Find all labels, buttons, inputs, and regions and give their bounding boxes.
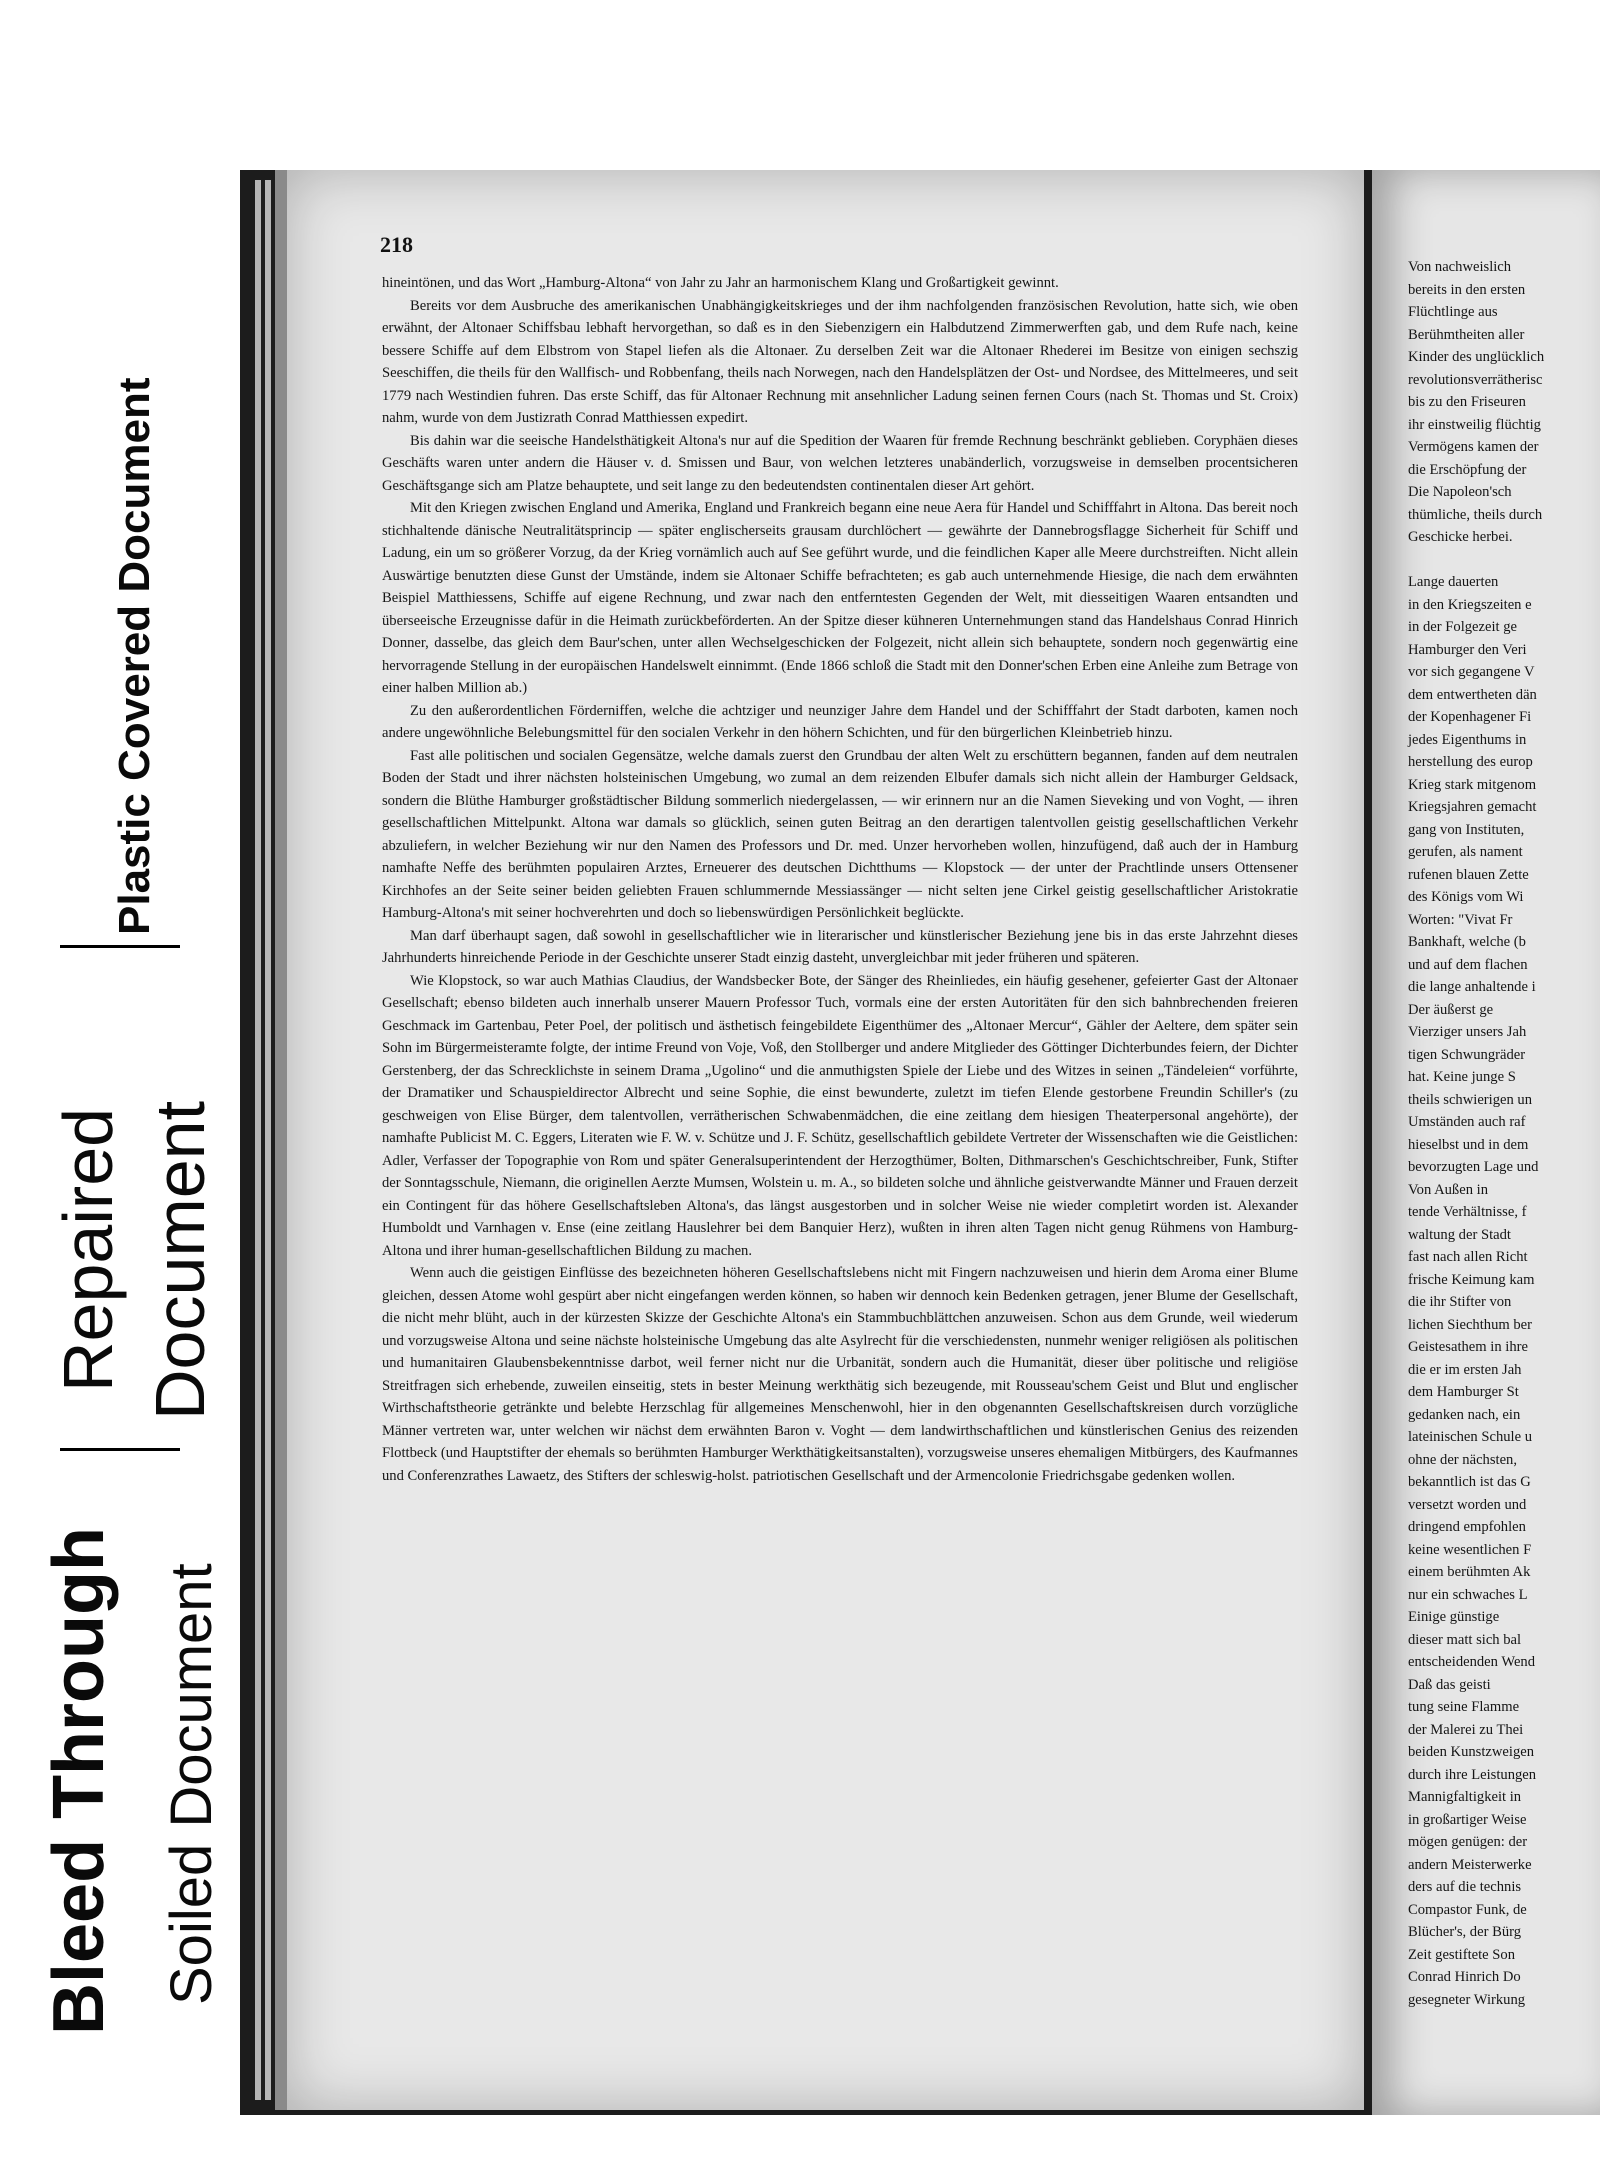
right-page-line: Kinder des unglücklich: [1408, 349, 1545, 365]
right-page-line: des Königs vom Wi: [1408, 889, 1524, 905]
repaired-label-line1: Repaired: [49, 1107, 127, 1392]
page-edge: [265, 180, 271, 2100]
right-page-line: gang von Instituten,: [1408, 821, 1525, 838]
right-page-line: Blücher's, der Bürg: [1408, 1924, 1522, 1940]
right-page-line: Worten: "Vivat Fr: [1408, 911, 1513, 928]
right-page-line: Compastor Funk, de: [1408, 1901, 1527, 1918]
right-page-line: hieselbst und in dem: [1408, 1136, 1529, 1153]
right-page-line: in der Folgezeit ge: [1408, 619, 1518, 635]
right-page-line: fast nach allen Richt: [1408, 1249, 1528, 1265]
right-page-line: Von nachweislich: [1408, 259, 1512, 275]
right-page-line: frische Keimung kam: [1408, 1271, 1535, 1288]
paragraph: Bis dahin war die seeische Handelsthätigkeit Altona's nur auf die Spedition der Waaren für fremde Rechnung beschränkt geblieben. Coryphäen dieses Geschäfts waren unter andern die Häuser v. d. Smissen und Baur, von welchen letzteres unabänderlich, vorzugsweise in demselben procentsicheren Geschäftsgange sich am Platze behauptete, und seit lange zu den bedeutendsten continentalen dieser Art gehört.: [382, 432, 1298, 494]
right-page-line: ihr einstweilig flüchtig: [1408, 416, 1541, 433]
right-page-line: rufenen blauen Zette: [1408, 866, 1529, 883]
right-page-line: und auf dem flachen: [1408, 956, 1528, 973]
right-page-line: ders auf die technis: [1408, 1879, 1522, 1895]
right-page-text: [1408, 256, 1600, 2011]
paragraph: hineintönen, und das Wort „Hamburg-Altona“ von Jahr zu Jahr an harmonischem Klang und Großartigkeit gewinnt.: [382, 275, 1059, 291]
right-page-line: Flüchtlinge aus: [1408, 304, 1498, 320]
right-page-line: jedes Eigenthums in: [1408, 731, 1527, 748]
right-page-line: Geistesathem in ihre: [1408, 1339, 1528, 1355]
right-page-line: gerufen, als nament: [1408, 844, 1523, 860]
right-page-line: vor sich gegangene V: [1408, 664, 1535, 680]
paragraph: Wenn auch die geistigen Einflüsse des bezeichneten höheren Gesellschaftslebens nicht mit Fingern nachzuweisen und hierin dem Aroma einer Blume gleichen, dessen Atome wohl gespürt aber nicht eingefangen werden können, so haben wir dennoch kein Bedenken getragen, jener Blume der Gesellschaft, die nicht mehr blüht, auch in der kürzesten Skizze der Geschichte Altona's ein Stammbuchblättchen anzuweisen. Schon aus dem Grunde, weil wiederum und vorzugsweise Altona und seine nächste holsteinische Umgebung das alte Asylrecht für die verschiedensten, nunmehr weniger religiösen als politischen und humanitairen Glaubensbekenntnisse darbot, weil ferner nicht nur die Urbanität, sondern auch die Humanität, dieser über politische und religiöse Streitfragen sich erhebende, zuweilen einseitig, stets in bester Meinung werkthätig sich bezeugende, mit Rousseau'schem Geist und Blut und englischer Wirthschaftstheorie getränkte und belebte Herzschlag für allgemeines Menschenwohl, hier in den obgenannten Gesellschaftskreisen durch vorzügliche Männer vertreten war, unter welchen wir nächst dem erwähnten Baron v. Voght — dem landwirthschaftlichen und künstlerischen Genius des reizenden Flottbeck (und Hauptstifter der ehemals so berühmten Hamburger Werkthätigkeitsanstalten), vorzugsweise unseres ehemaligen Mitbürgers, des Kaufmannes und Conferenzrathes Lawaetz, des Stifters der schleswig-holst. patriotischen Gesellschaft und der Armencolonie Friedrichsgabe gedenken wollen.: [382, 1265, 1298, 1484]
right-page-line: Conrad Hinrich Do: [1408, 1969, 1521, 1985]
right-page-line: dringend empfohlen: [1408, 1519, 1526, 1535]
right-page-line: Kriegsjahren gemacht: [1408, 799, 1537, 815]
right-page-line: versetzt worden und: [1408, 1496, 1527, 1513]
right-page-line: tende Verhältnisse, f: [1408, 1204, 1527, 1220]
right-page-line: lichen Siechthum ber: [1408, 1316, 1533, 1333]
soiled-document-label: Soiled Document: [159, 1563, 224, 2005]
right-page-line: bereits in den ersten: [1408, 281, 1526, 298]
right-page-line: bis zu den Friseuren: [1408, 394, 1526, 410]
right-page-line: Zeit gestiftete Son: [1408, 1946, 1515, 1963]
right-page-line: tigen Schwungräder: [1408, 1046, 1526, 1063]
right-page-line: einem berühmten Ak: [1408, 1564, 1531, 1580]
right-page-line: Geschicke herbei.: [1408, 529, 1513, 545]
right-page-line: Von Außen in: [1408, 1181, 1489, 1198]
right-page-line: Bankhaft, welche (b: [1408, 934, 1526, 950]
right-page-line: Vermögens kamen der: [1408, 439, 1539, 455]
right-page-line: in den Kriegszeiten e: [1408, 596, 1532, 613]
right-page-line: die ihr Stifter von: [1408, 1294, 1512, 1310]
right-page-line: herstellung des europ: [1408, 754, 1533, 770]
right-page-line: mögen genügen: der: [1408, 1834, 1528, 1850]
bleed-through-label: Bleed Through: [39, 1527, 119, 2035]
right-page-line: [1408, 549, 1600, 572]
right-page-line: revolutionsverrätherisc: [1408, 371, 1543, 388]
repaired-label-line2: Document: [141, 1100, 219, 1420]
right-page-line: der Malerei zu Thei: [1408, 1721, 1524, 1738]
paragraph: Mit den Kriegen zwischen England und Amerika, England und Frankreich begann eine neue Aera für Handel und Schifffahrt in Altona. Das bereit noch stichhaltende dänische Neutralitätsprincip — später englischerseits grausam durchlöchert — gewährte der Dannebrogsflagge Sicherheit für Schiff und Ladung, ein um so größerer Vorzug, da der Krieg vornämlich auch auf See geführt wurde, und die feindlichen Kaper alle Meere durchstreiften. Nicht allein Auswärtige benutzten diese Gunst der Umstände, indem sie Altonaer Schiffe befrachteten; es gab auch unternehmende Hiesige, die nach dem erwähnten Beispiel Matthiessens, Schiffe auf eigene Rechnung, und zwar nach den entferntesten Gegenden der Welt, mit diesseitigen Waaren entsandten und überseeische Erzeugnisse dafür in die Heimath zurückbeförderten. An der Spitze dieser kühneren Unternehmungen stand das Handelshaus Conrad Hinrich Donner, dasselbe, das gleich dem Baur'schen, unter allen Wechselgeschicken der Folgezeit, nicht allein sich behauptete, sondern noch gegenwärtig eine hervorragende Stellung in der europäischen Handelswelt einnimmt. (Ende 1866 schloß die Stadt mit den Donner'schen Erben eine Anleihe zum Betrage von einer halben Million ab.): [382, 500, 1298, 696]
right-page-line: Die Napoleon'sch: [1408, 484, 1512, 500]
divider-rule: [60, 945, 180, 948]
right-page-line: entscheidenden Wend: [1408, 1654, 1536, 1670]
right-page-line: andern Meisterwerke: [1408, 1856, 1532, 1873]
right-page-line: lateinischen Schule u: [1408, 1429, 1533, 1445]
right-page-line: Vierziger unsers Jah: [1408, 1024, 1527, 1040]
divider-rule: [60, 1448, 180, 1451]
right-page-line: die lange anhaltende i: [1408, 979, 1536, 995]
right-page-line: Mannigfaltigkeit in: [1408, 1789, 1522, 1805]
right-page-line: die er im ersten Jah: [1408, 1361, 1522, 1378]
right-page-line: dieser matt sich bal: [1408, 1631, 1522, 1648]
right-page-line: durch ihre Leistungen: [1408, 1766, 1537, 1783]
right-page-line: der Kopenhagener Fi: [1408, 709, 1532, 725]
paragraph: Man darf überhaupt sagen, daß sowohl in gesellschaftlicher wie in literarischer und künstlerischer Beziehung jene bis in das erste Jahrzehnt dieses Jahrhunderts hinreichende Periode in der Geschichte unserer Stadt einzig dasteht, unvergleichbar mit jeder früheren und späteren.: [382, 927, 1298, 966]
right-page-line: Daß das geisti: [1408, 1676, 1491, 1693]
paragraph: Wie Klopstock, so war auch Mathias Claudius, der Wandsbecker Bote, der Sänger des Rheinliedes, ein häufig gesehener, gefeierter Gast der Altonaer Gesellschaft; ebenso bildeten auch innerhalb unserer Mauern Professor Tuch, vormals eine der ersten Autoritäten für den sich bahnbrechenden freieren Geschmack im Gartenbau, Peter Poel, der politisch und ästhetisch feingebildete Eigenthümer des „Altonaer Mercur“, Gähler der Aeltere, dem später sein Sohn im Bürgermeisteramte folgte, der intime Freund von Voje, Voß, den Stollberger und andere Mitglieder des Göttinger Dichterbundes feiern, der Dichter Gerstenberg, der das Schrecklichste in seinem Drama „Ugolino“ und die anmuthigsten Spiele der Liebe und des Witzes in seinen „Tändeleien“ vorführte, der Dramatiker und Schauspieldirector Albrecht und seine Sophie, die einst bewunderte, zuletzt im tiefen Elende gestorbene Freundin Schiller's (zu geschweigen von Elise Bürger, dem talentvollen, verrätherischen Schwabenmädchen, die eine zeitlang dem hiesigen Theaterpersonal angehörte), der namhafte Publicist M. C. Eggers, Literaten wie F. W. v. Schütze und J. F. Schütz, gesellschaftlich gebildete Vertreter der Wissenschaften wie die Geistlichen: Adler, Verfasser der Topographie von Rom und später Generalsuperintendent der Herzogthümer, Bolten, Dithmarschen's Geschichtschreiber, Funk, Stifter der Sonntagsschule, Niemann, die originellen Aerzte Mumsen, Wolstein u. m. A., so bildeten solche und ähnliche geistverwandte Männer und Frauen derzeit ein Contingent für das höhere Gesellschaftsleben Altona's, das längst ausgestorben und in solcher Weise nie wieder completirt worden ist. Alexander Humboldt und Varnhagen v. Ense (eine zeitlang Hauslehrer bei dem Banquier Herz), wußten in ihren alten Tagen nicht genug Rühmens von Hamburg-Altona und ihrer human-gesellschaftlichen Bildung zu machen.: [382, 972, 1298, 1259]
right-page-line: ohne der nächsten,: [1408, 1451, 1518, 1468]
right-page-line: Umständen auch raf: [1408, 1114, 1526, 1130]
page-body-text: [382, 272, 1298, 1487]
right-page-line: Krieg stark mitgenom: [1408, 776, 1537, 793]
right-page-line: in großartiger Weise: [1408, 1811, 1527, 1828]
right-page-line: tung seine Flamme: [1408, 1699, 1520, 1715]
page-number: 218: [380, 232, 413, 257]
right-page-line: keine wesentlichen F: [1408, 1541, 1532, 1558]
paragraph: Bereits vor dem Ausbruche des amerikanischen Unabhängigkeitskrieges und der ihm nachfolgenden französischen Revolution, hatte sich, wie oben erwähnt, der Altonaer Schiffsbau lebhaft hervorgethan, so daß es in den Siebenzigern ein Halbdutzend Zimmerwerften gab, und dem Rufe nach, keine bessere Schiffe auf dem Elbstrom von Stapel liefen als die Altonaer. Zu derselben Zeit war die Altonaer Rhederei im Besitze von einigen sechszig Seeschiffen, die theils für den Wallfisch- und Robbenfang, theils nach Norwegen, nach den Handelsplätzen der Ost- und Nordsee, des Mittelmeeres, und seit 1779 nach Westindien fuhren. Das erste Schiff, das für Altonaer Rechnung mit ansehnlicher Ladung seinen fernen Cours (nach St. Thomas und St. Croix) nahm, wurde von dem Justizrath Conrad Matthiessen expedirt.: [382, 297, 1298, 426]
right-page-line: waltung der Stadt: [1408, 1226, 1511, 1243]
right-page-line: die Erschöpfung der: [1408, 461, 1527, 478]
right-page-line: gesegneter Wirkung: [1408, 1991, 1526, 2008]
right-page-line: Berühmtheiten aller: [1408, 326, 1525, 343]
right-page-line: gedanken nach, ein: [1408, 1406, 1521, 1423]
right-page-line: beiden Kunstzweigen: [1408, 1744, 1535, 1760]
paragraph: Fast alle politischen und socialen Gegensätze, welche damals zuerst den Grundbau der alten Welt zu erschüttern begannen, fanden auf dem neutralen Boden der Stadt und ihrer nächsten holsteinischen Umgebung, wo zumal an dem reizenden Elbufer damals sich nicht allein der Hamburger Geldsack, sondern die Blüthe Hamburger großstädtischer Bildung sommerlich niedergelassen, — wir erinnern nur an die Namen Sieveking und von Voght, — ihren gesellschaftlichen Mittelpunkt. Altona war damals so glücklich, seinen guten Beitrag an den derartigen talentvollen geistig gesellschaftlichen Verkehr abzuliefern, in welcher Beziehung wir nur den Namen des Professors und Dr. med. Unzer hervorheben wollen, hinzufügend, daß auch der in Hamburg namhafte Neffe des berühmten populairen Arztes, Erneuerer des deutschen Dichtthums — Klopstock — der unter der Prachtlinde unsers Ottensener Kirchhofes an der Seite seiner beiden geliebten Frauen schlummernde Messiassänger — nicht selten jene Cirkel geistig gesellschaftlicher Aristokratie Hamburg-Altona's mit seiner hochverehrten und doch so liebenswürdigen Persönlichkeit beglückte.: [382, 747, 1298, 921]
page-edge: [255, 180, 261, 2100]
right-page-line: hat. Keine junge S: [1408, 1069, 1516, 1085]
right-page-line: bevorzugten Lage und: [1408, 1159, 1539, 1175]
right-page-line: Lange dauerten: [1408, 574, 1499, 590]
right-page-line: nur ein schwaches L: [1408, 1586, 1528, 1603]
right-page-line: Der äußerst ge: [1408, 1001, 1494, 1018]
right-page-line: theils schwierigen un: [1408, 1091, 1533, 1108]
right-page-line: bekanntlich ist das G: [1408, 1474, 1531, 1490]
right-page-line: Einige günstige: [1408, 1609, 1500, 1625]
right-page-line: Hamburger den Veri: [1408, 641, 1527, 658]
right-page-line: dem entwertheten dän: [1408, 686, 1537, 703]
paragraph: Zu den außerordentlichen Förderniffen, welche die achtziger und neunziger Jahre dem Handel und der Schifffahrt der Stadt darboten, kamen noch andere ungewöhnliche Belebungsmittel für den socialen Verkehr in den höhern Schichten, und für den bürgerlichen Kleinbetrieb hinzu.: [382, 702, 1298, 741]
right-page-line: dem Hamburger St: [1408, 1384, 1519, 1400]
plastic-covered-label: Plastic Covered Document: [110, 377, 159, 935]
right-page-line: thümliche, theils durch: [1408, 506, 1543, 523]
